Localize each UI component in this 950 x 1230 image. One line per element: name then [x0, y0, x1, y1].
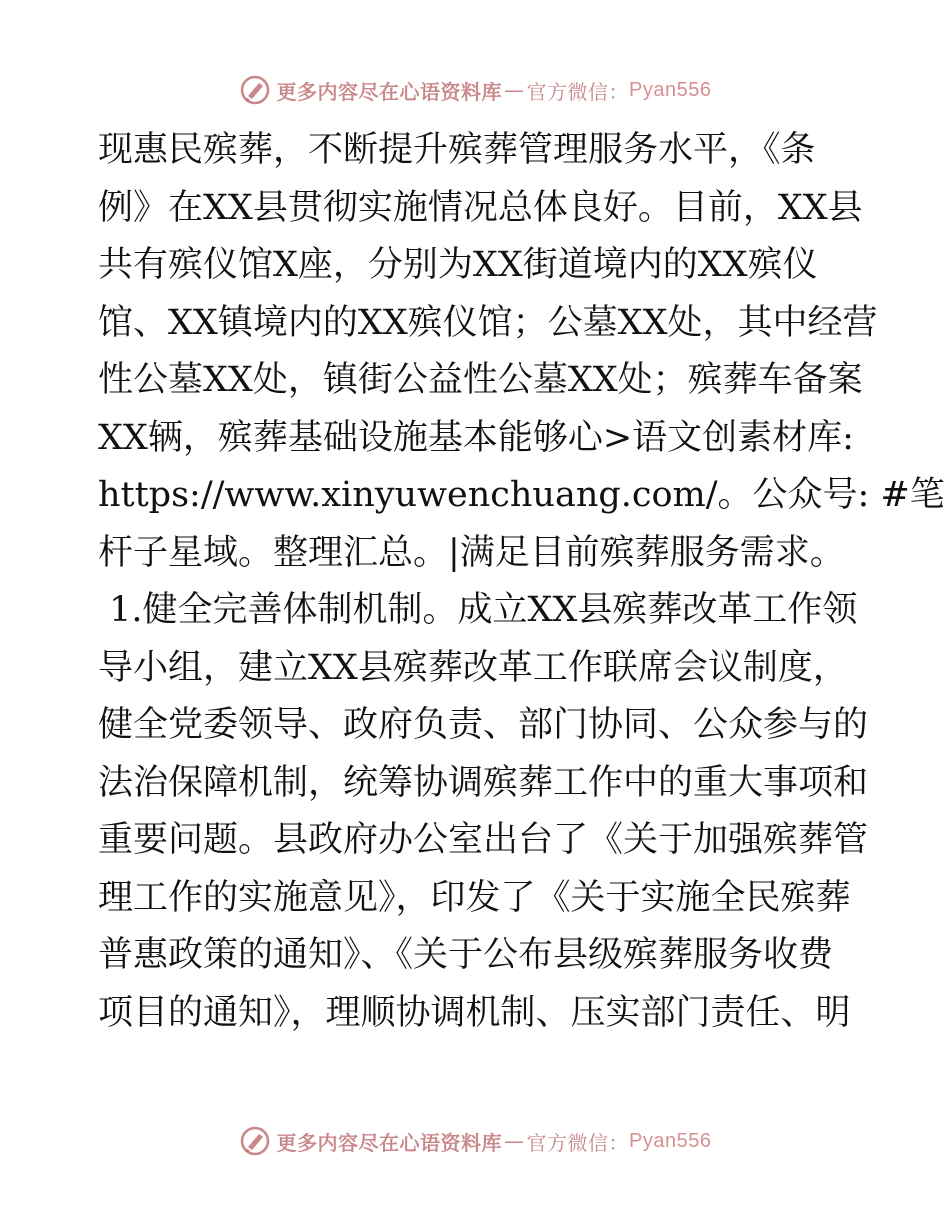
document-body [98, 122, 945, 1042]
brush-logo-icon [239, 1125, 271, 1157]
text-line: 现惠民殡葬，不断提升殡葬管理服务水平，《条 [98, 130, 816, 170]
text-line: XX辆，殡葬基础设施基本能够心>语文创素材库: [98, 417, 854, 458]
text-line: 健全党委领导、政府负责、部门协同、公众参与的 [98, 705, 869, 745]
text-line: 例》在XX县贯彻实施情况总体良好。目前，XX县 [98, 187, 863, 228]
text-line: 性公墓XX处，镇街公益性公墓XX处；殡葬车备案 [98, 360, 863, 400]
text-line: 项目的通知》，理顺协调机制、压实部门责任、明 [98, 992, 851, 1033]
watermark-site-name: 更多内容尽在心语资料库 [276, 1130, 503, 1155]
text-line: 导小组，建立XX县殡葬改革工作联席会议制度， [98, 647, 848, 688]
text-line: 理工作的实施意见》，印发了《关于实施全民殡葬 [98, 877, 851, 918]
watermark-footer [0, 1121, 950, 1161]
watermark-wechat-label: 官方微信： [526, 79, 630, 104]
watermark-wechat-id: Pyan556 [629, 1129, 712, 1152]
paragraph-mechanism [98, 582, 869, 1042]
paragraph-overview [98, 122, 945, 582]
text-line: 共有殡仪馆X座，分别为XX街道境内的XX殡仪 [98, 245, 818, 285]
text-line: 1.健全完善体制机制。成立XX县殡葬改革工作领 [98, 590, 858, 630]
watermark-site-name: 更多内容尽在心语资料库 [276, 79, 503, 104]
watermark-header [0, 70, 950, 110]
text-line: 重要问题。县政府办公室出台了《关于加强殡葬管 [98, 820, 869, 860]
text-line: 普惠政策的通知》、《关于公布县级殡葬服务收费 [98, 935, 834, 975]
watermark-separator: — [504, 78, 525, 102]
text-line: 馆、XX镇境内的XX殡仪馆；公墓XX处，其中经营 [98, 302, 878, 343]
text-line: 法治保障机制，统筹协调殡葬工作中的重大事项和 [98, 762, 869, 803]
watermark-wechat-id: Pyan556 [629, 78, 712, 101]
text-line: 杆子星域。整理汇总。|满足目前殡葬服务需求。 [98, 532, 845, 573]
text-line: https://www.xinyuwenchuang.com/。公众号: #笔 [98, 475, 945, 515]
watermark-wechat-label: 官方微信： [526, 1130, 630, 1155]
watermark-separator: — [504, 1129, 525, 1153]
brush-logo-icon [239, 74, 271, 106]
